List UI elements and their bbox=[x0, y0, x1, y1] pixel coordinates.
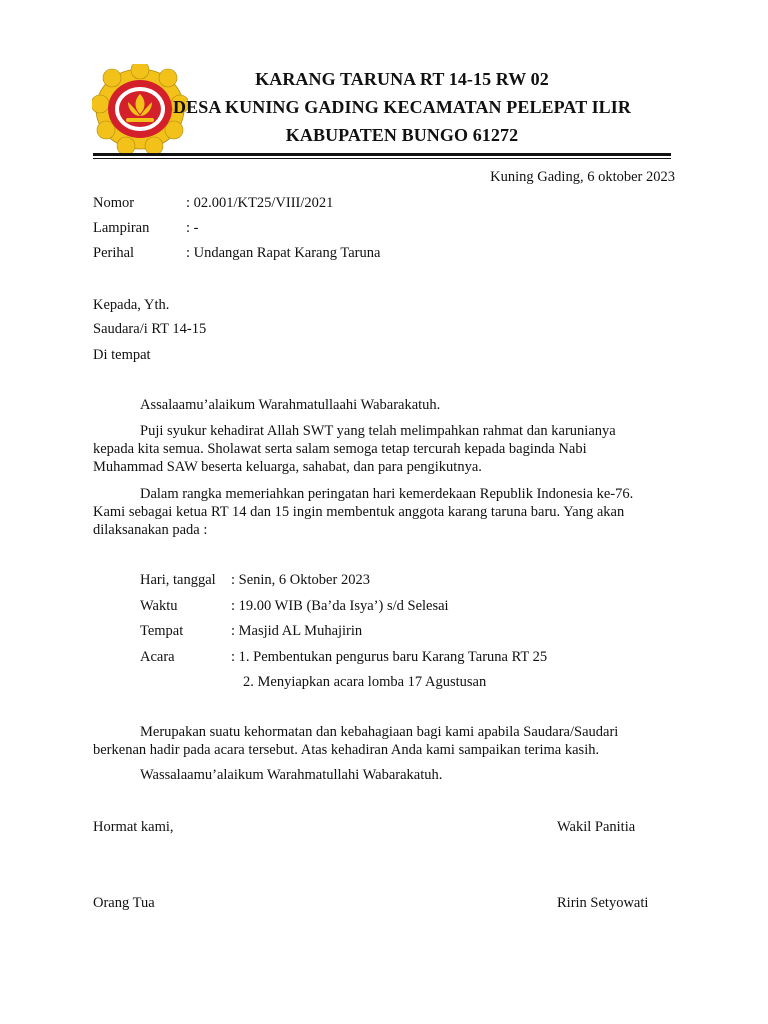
signature-left-title: Hormat kami, bbox=[93, 819, 174, 835]
event-value-place: : Masjid AL Muhajirin bbox=[231, 623, 363, 639]
meta-label-nomor: Nomor bbox=[93, 195, 135, 211]
body-paragraph-line: Puji syukur kehadirat Allah SWT yang telah melimpahkan rahmat dan karunianya bbox=[140, 423, 616, 439]
closing-greeting: Wassalaamu’alaikum Warahmatullahi Wabarakatuh. bbox=[140, 767, 443, 783]
body-paragraph-line: kepada kita semua. Sholawat serta salam semoga tetap tercurah kepada baginda Nabi bbox=[93, 441, 587, 457]
signature-left-name: Orang Tua bbox=[93, 895, 155, 911]
event-value-agenda: : 1. Pembentukan pengurus baru Karang Taruna RT 25 bbox=[231, 649, 548, 665]
meta-value-perihal: : Undangan Rapat Karang Taruna bbox=[186, 245, 381, 261]
event-value-date: : Senin, 6 Oktober 2023 bbox=[231, 572, 370, 588]
signature-right-title: Wakil Panitia bbox=[557, 819, 636, 835]
meta-value-lampiran: : - bbox=[186, 220, 199, 236]
closing-paragraph-line: Merupakan suatu kehormatan dan kebahagiaan bagi kami apabila Saudara/Saudari bbox=[140, 724, 619, 740]
body-paragraph-line: dilaksanakan pada : bbox=[93, 522, 208, 538]
letterhead-regency: KABUPATEN BUNGO 61272 bbox=[285, 125, 519, 145]
body-paragraph-line: Dalam rangka memeriahkan peringatan hari kemerdekaan Republik Indonesia ke-76. bbox=[140, 486, 634, 502]
meta-value-nomor: : 02.001/KT25/VIII/2021 bbox=[186, 195, 334, 211]
signature-right-name: Ririn Setyowati bbox=[557, 895, 649, 911]
body-paragraph-line: Kami sebagai ketua RT 14 dan 15 ingin membentuk anggota karang taruna baru. Yang akan bbox=[93, 504, 625, 520]
letterhead-address: DESA KUNING GADING KECAMATAN PELEPAT ILIR bbox=[173, 97, 631, 117]
event-value-time: : 19.00 WIB (Ba’da Isya’) s/d Selesai bbox=[231, 598, 449, 614]
event-label-agenda: Acara bbox=[140, 649, 175, 665]
event-value-agenda-item-2: 2. Menyiapkan acara lomba 17 Agustusan bbox=[243, 674, 487, 690]
event-label-place: Tempat bbox=[140, 623, 184, 639]
letterhead-divider-thick bbox=[93, 153, 671, 156]
meta-label-lampiran: Lampiran bbox=[93, 220, 150, 236]
body-paragraph-line: Muhammad SAW beserta keluarga, sahabat, dan para pengikutnya. bbox=[93, 459, 482, 475]
closing-paragraph-line: berkenan hadir pada acara tersebut. Atas kehadiran Anda kami sampaikan terima kasih. bbox=[93, 742, 600, 758]
opening-greeting: Assalaamu’alaikum Warahmatullaahi Wabarakatuh. bbox=[140, 397, 441, 413]
letter-date: Kuning Gading, 6 oktober 2023 bbox=[490, 169, 675, 185]
event-label-date: Hari, tanggal bbox=[140, 572, 216, 588]
recipient-line: Saudara/i RT 14-15 bbox=[93, 321, 207, 337]
meta-label-perihal: Perihal bbox=[93, 245, 135, 261]
recipient-line: Kepada, Yth. bbox=[93, 297, 170, 313]
recipient-line: Di tempat bbox=[93, 347, 151, 363]
letterhead-divider-thin bbox=[93, 158, 671, 159]
letterhead-org-name: KARANG TARUNA RT 14-15 RW 02 bbox=[255, 69, 549, 89]
event-label-time: Waktu bbox=[140, 598, 178, 614]
